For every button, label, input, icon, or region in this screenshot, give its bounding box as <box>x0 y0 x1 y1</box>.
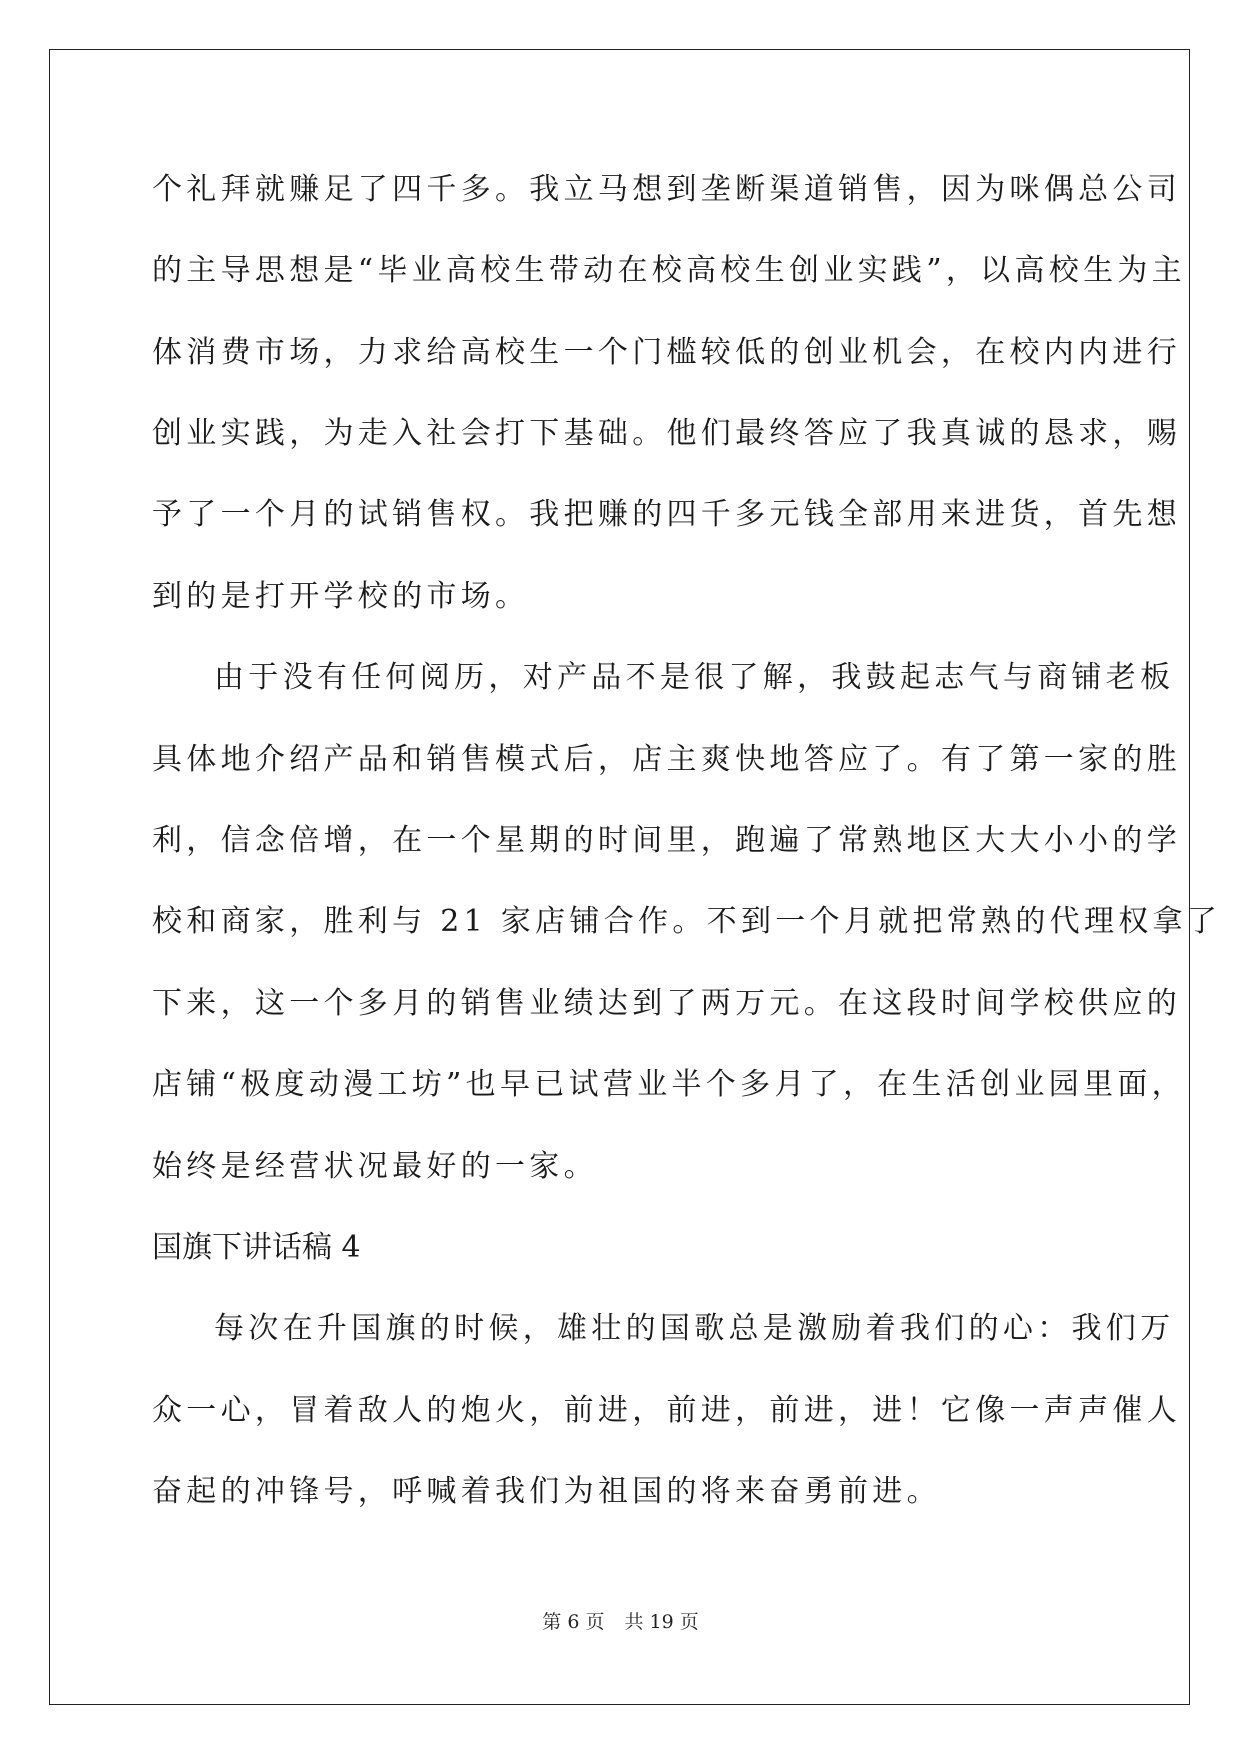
page-footer <box>0 1610 1241 1634</box>
page-number-current: 第 6 页 <box>542 1611 605 1633</box>
body-text-line: 个礼拜就赚足了四千多。我立马想到垄断渠道销售，因为咪偶总公司 <box>152 172 1181 207</box>
body-text-line: 创业实践，为走入社会打下基础。他们最终答应了我真诚的恳求，赐 <box>152 416 1181 451</box>
body-text-line: 奋起的冲锋号，呼喊着我们为祖国的将来奋勇前进。 <box>152 1474 941 1509</box>
body-text-line: 体消费市场，力求给高校生一个门槛较低的创业机会，在校内内进行 <box>152 335 1181 370</box>
page-border <box>49 49 1190 1705</box>
body-text-line: 店铺“极度动漫工坊”也早已试营业半个多月了，在生活创业园里面， <box>152 1067 1186 1102</box>
body-text-line: 到的是打开学校的市场。 <box>152 579 530 614</box>
body-text-line: 下来，这一个多月的销售业绩达到了两万元。在这段时间学校供应的 <box>152 986 1181 1021</box>
body-text-line: 始终是经营状况最好的一家。 <box>152 1149 598 1184</box>
page-number-total: 共 19 页 <box>624 1611 699 1633</box>
body-text-line: 众一心，冒着敌人的炮火，前进，前进，前进，进！它像一声声催人 <box>152 1393 1181 1428</box>
section-heading: 国旗下讲话稿 4 <box>152 1230 361 1265</box>
body-text-line: 予了一个月的试销售权。我把赚的四千多元钱全部用来进货，首先想 <box>152 497 1181 532</box>
paragraph-first-line: 由于没有任何阅历，对产品不是很了解，我鼓起志气与商铺老板 <box>214 660 1175 695</box>
paragraph-first-line: 每次在升国旗的时候，雄壮的国歌总是激励着我们的心：我们万 <box>214 1311 1175 1346</box>
body-text-line: 校和商家，胜利与 21 家店铺合作。不到一个月就把常熟的代理权拿了 <box>152 904 1222 939</box>
body-text-line: 具体地介绍产品和销售模式后，店主爽快地答应了。有了第一家的胜 <box>152 742 1181 777</box>
body-text-line: 的主导思想是“毕业高校生带动在校高校生创业实践”，以高校生为主 <box>152 253 1186 288</box>
body-text-line: 利，信念倍增，在一个星期的时间里，跑遍了常熟地区大大小小的学 <box>152 823 1181 858</box>
